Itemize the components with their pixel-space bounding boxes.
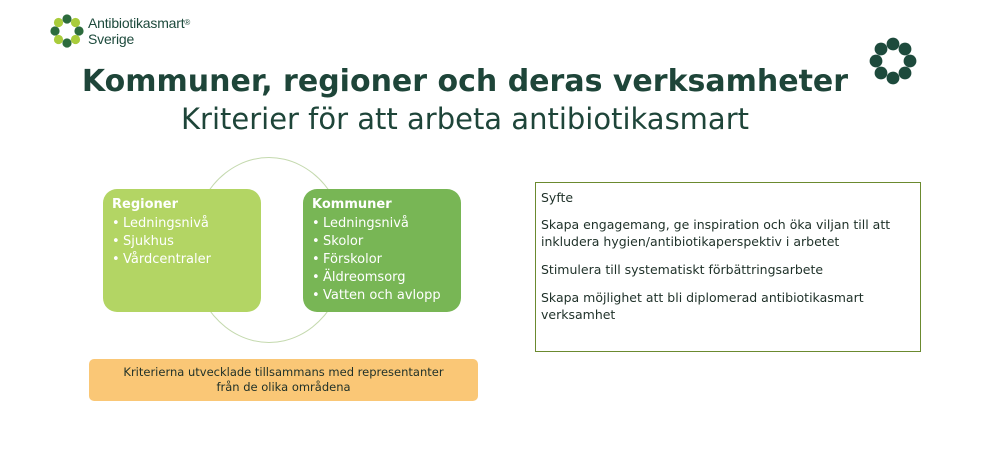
syfte-paragraph: Stimulera till systematiskt förbättringsarbete <box>541 262 824 277</box>
logo-trademark: ® <box>184 18 191 27</box>
list-item: • Vårdcentraler <box>112 251 211 269</box>
page-subtitle: Kriterier för att arbeta antibiotikasmart <box>181 102 749 136</box>
regioner-title: Regioner <box>112 197 179 212</box>
note-line2: från de olika områdena <box>216 380 351 394</box>
kommuner-box <box>303 189 461 312</box>
page-title: Kommuner, regioner och deras verksamheter <box>81 64 849 99</box>
kommuner-list <box>312 215 441 305</box>
logo-line1: Antibiotikasmart <box>88 15 185 31</box>
syfte-heading: Syfte <box>541 190 574 205</box>
logo-text <box>88 15 190 47</box>
syfte-box <box>535 182 921 352</box>
logo-line2: Sverige <box>88 31 135 47</box>
list-item: • Vatten och avlopp <box>312 287 441 305</box>
logo-flower-icon <box>50 14 84 48</box>
regioner-box <box>103 189 261 312</box>
brand-logo <box>50 14 210 50</box>
note-line1: Kriterierna utvecklade tillsammans med representanter <box>123 365 444 379</box>
criteria-note <box>89 359 478 401</box>
syfte-paragraph: Skapa engagemang, ge inspiration och öka viljan till att inkludera hygien/antibiotikaperspektiv i arbetet <box>541 217 891 249</box>
syfte-paragraph: Skapa möjlighet att bli diplomerad antibiotikasmart verksamhet <box>541 290 864 322</box>
list-item: • Ledningsnivå <box>112 215 211 233</box>
list-item: • Äldreomsorg <box>312 269 441 287</box>
list-item: • Ledningsnivå <box>312 215 441 233</box>
list-item: • Sjukhus <box>112 233 211 251</box>
list-item: • Skolor <box>312 233 441 251</box>
list-item: • Förskolor <box>312 251 441 269</box>
regioner-list <box>112 215 211 269</box>
kommuner-title: Kommuner <box>312 197 392 212</box>
